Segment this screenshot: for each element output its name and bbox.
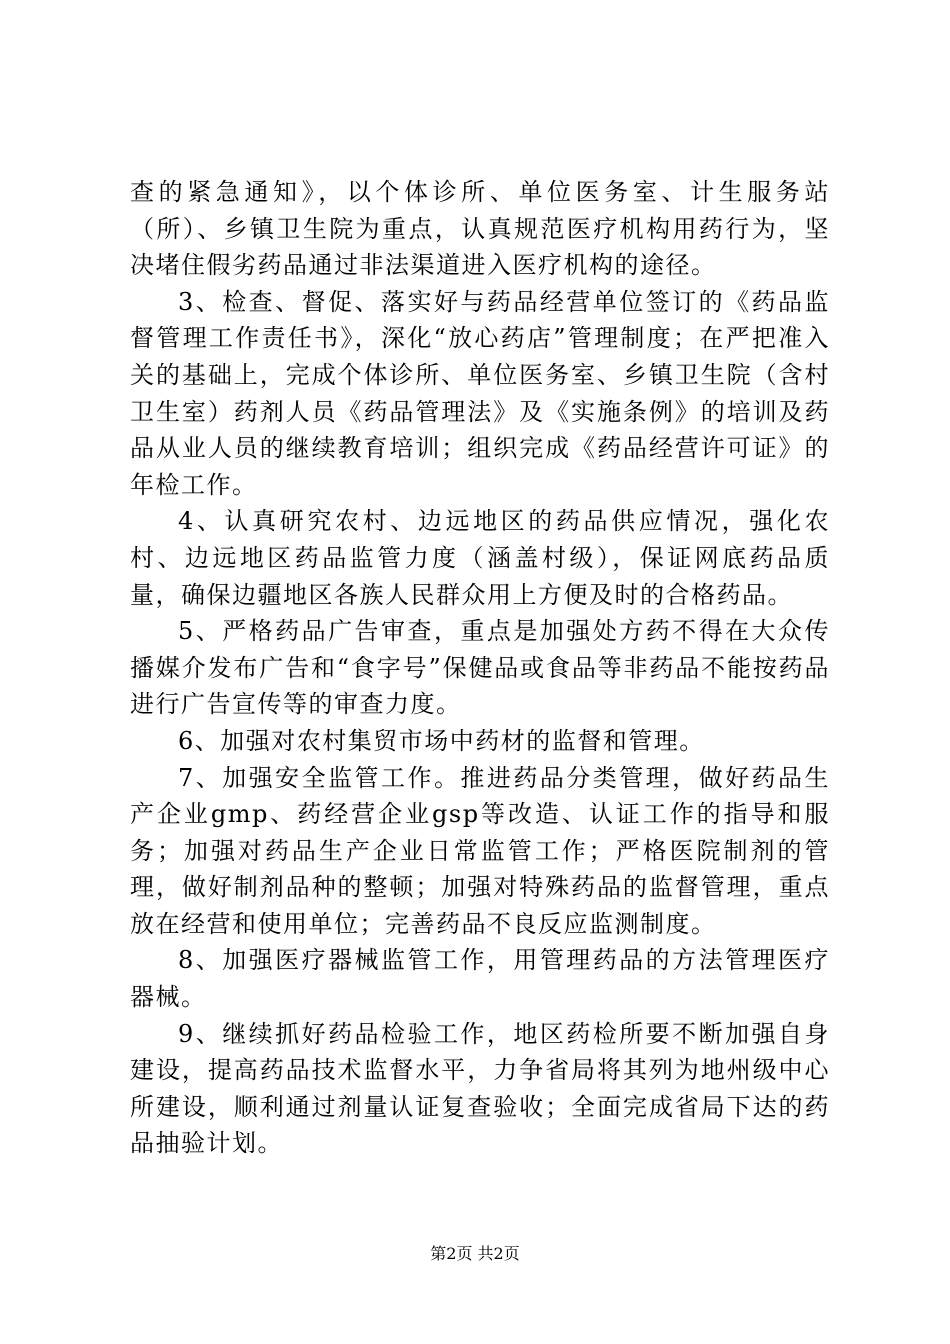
paragraph-7: 8、加强医疗器械监管工作，用管理药品的方法管理医疗器械。 xyxy=(130,946,830,1012)
paragraph-2: 3、检查、督促、落实好与药品经营单位签订的《药品监督管理工作责任书》，深化“放心药店”管理制度；在严把准入关的基础上，完成个体诊所、单位医务室、乡镇卫生院（含村卫生室）药剂人员《药品管理法》及《实施条例》的培训及药品从业人员的继续教育培训；组织完成《药品经营许可证》的年检工作。 xyxy=(130,287,830,499)
paragraph-4: 5、严格药品广告审查，重点是加强处方药不得在大众传播媒介发布广告和“食字号”保健品或食品等非药品不能按药品进行广告宣传等的审查力度。 xyxy=(130,617,830,719)
page-number-footer: 第2页 共2页 xyxy=(430,1244,520,1263)
paragraph-8: 9、继续抓好药品检验工作，地区药检所要不断加强自身建设，提高药品技术监督水平，力争省局将其列为地州级中心所建设，顺利通过剂量认证复查验收；全面完成省局下达的药品抽验计划。 xyxy=(130,1019,830,1158)
document-body xyxy=(130,174,830,1162)
paragraph-6: 7、加强安全监管工作。推进药品分类管理，做好药品生产企业gmp、药经营企业gsp等改造、认证工作的指导和服务；加强对药品生产企业日常监管工作；严格医院制剂的管理，做好制剂品种的整顿；加强对特殊药品的监督管理，重点放在经营和使用单位；完善药品不良反应监测制度。 xyxy=(130,763,830,938)
paragraph-3: 4、认真研究农村、边远地区的药品供应情况，强化农村、边远地区药品监管力度（涵盖村级），保证网底药品质量，确保边疆地区各族人民群众用上方便及时的合格药品。 xyxy=(130,507,830,609)
paragraph-5: 6、加强对农村集贸市场中药材的监督和管理。 xyxy=(178,726,705,755)
paragraph-1: 查的紧急通知》，以个体诊所、单位医务室、计生服务站（所）、乡镇卫生院为重点，认真规范医疗机构用药行为，坚决堵住假劣药品通过非法渠道进入医疗机构的途径。 xyxy=(130,178,830,280)
